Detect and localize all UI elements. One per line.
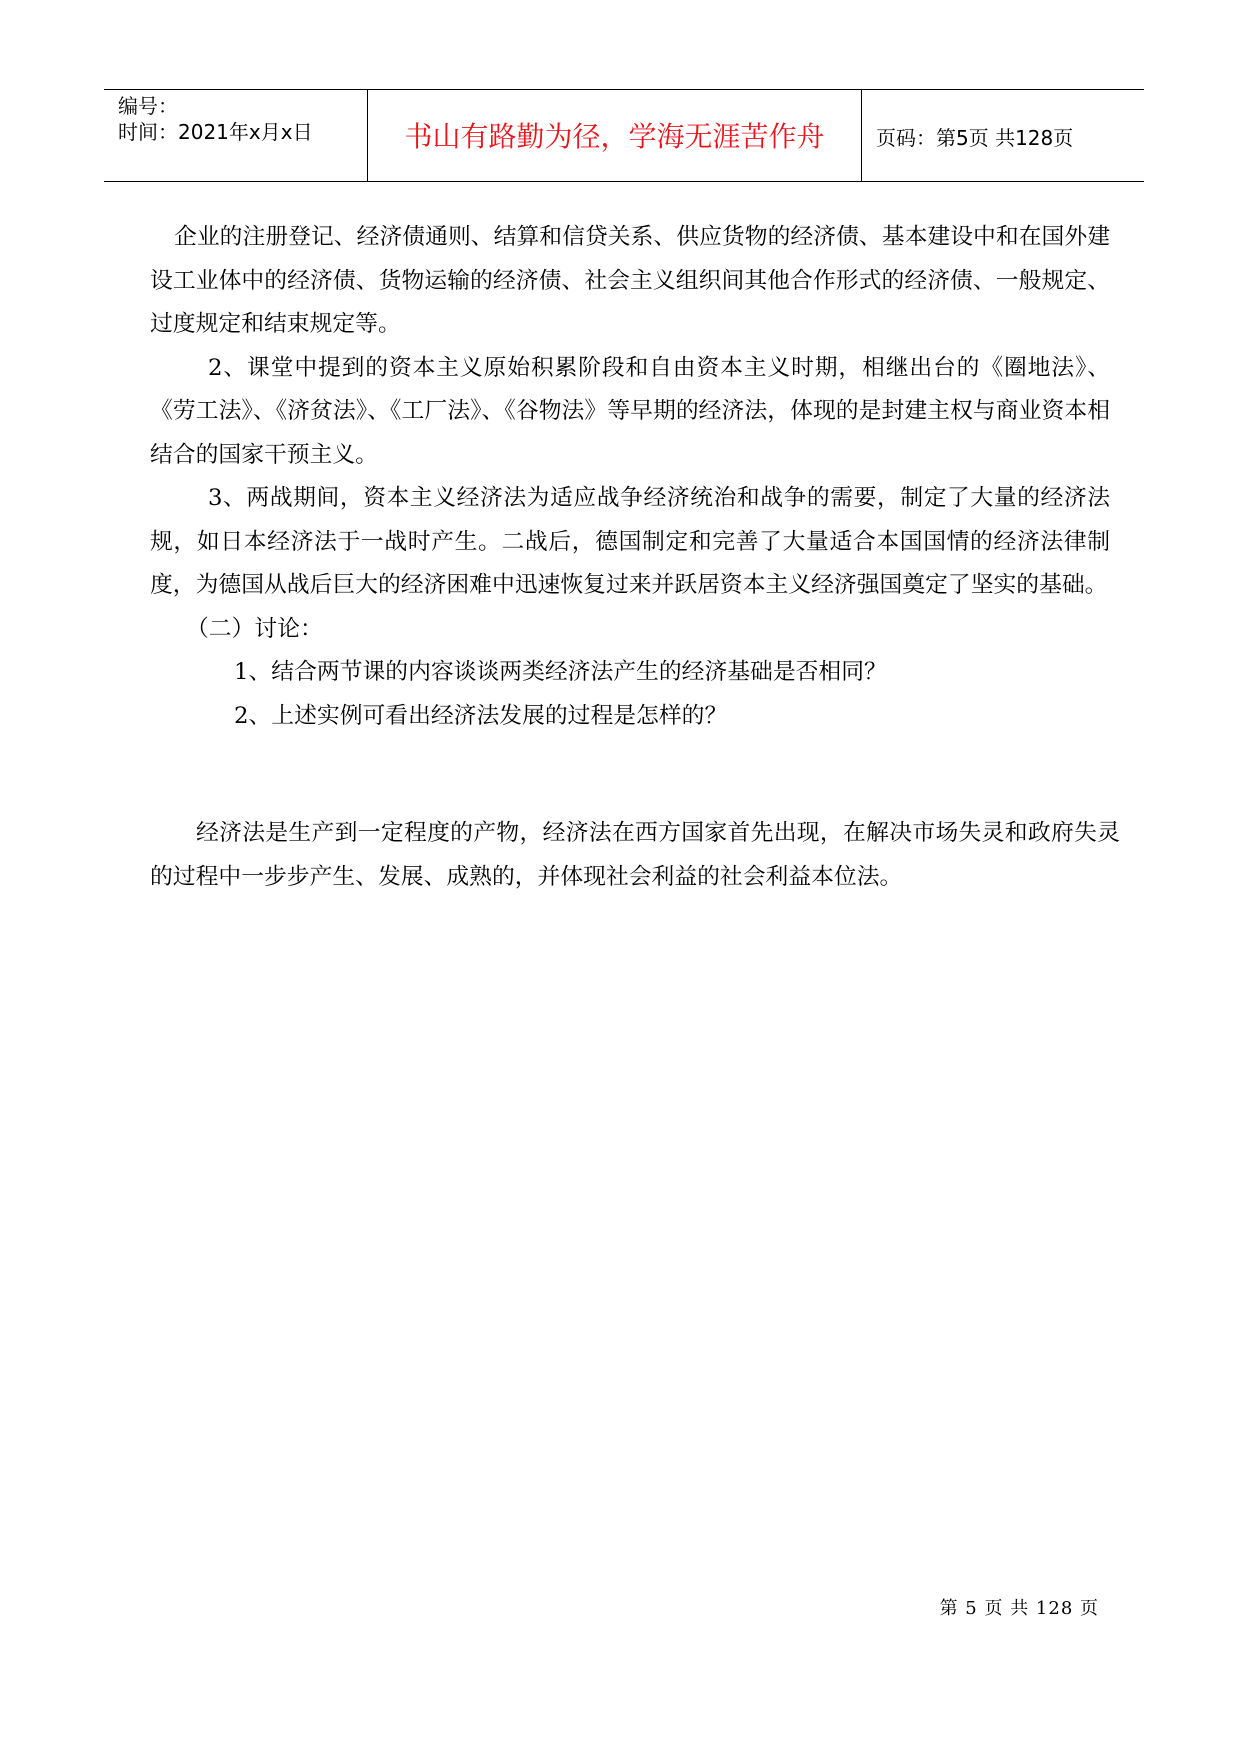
conclusion-paragraph: 经济法是生产到一定程度的产物，经济法在西方国家首先出现，在解决市场失灵和政府失灵的过程中一步步产生、发展、成熟的，并体现社会利益的社会利益本位法。 [150, 820, 1120, 890]
header-motto-cell [368, 90, 862, 181]
paragraph-continued: 企业的注册登记、经济债通则、结算和信贷关系、供应货物的经济债、基本建设中和在国外建设工业体中的经济债、货物运输的经济债、社会主义组织间其他合作形式的经济债、一般规定、过度规定和结束规定等。 [150, 224, 1110, 337]
discussion-question-2: 2、上述实例可看出经济法发展的过程是怎样的？ [234, 702, 728, 729]
header-info-cell [104, 90, 368, 181]
discussion-question-1: 1、结合两节课的内容谈谈两类经济法产生的经济基础是否相同？ [234, 659, 887, 685]
document-code-label: 编号： [118, 94, 178, 118]
header-page-cell [862, 90, 1144, 181]
header-motto: 书山有路勤为径，学海无涯苦作舟 [404, 120, 825, 153]
discussion-heading: （二）讨论： [186, 615, 323, 642]
body-content [150, 216, 1110, 738]
header-table [104, 89, 1144, 182]
conclusion-block [150, 812, 1120, 899]
paragraph-item-2: 2、课堂中提到的资本主义原始积累阶段和自由资本主义时期，相继出台的《圈地法》、《劳工法》、《济贫法》、《工厂法》、《谷物法》等早期的经济法，体现的是封建主权与商业资本相结合的国家干预主义。 [150, 354, 1110, 468]
document-time: 时间：2021年x月x日 [118, 120, 313, 144]
paragraph-item-3: 3、两战期间，资本主义经济法为适应战争经济统治和战争的需要，制定了大量的经济法规，如日本经济法于一战时产生。二战后，德国制定和完善了大量适合本国国情的经济法律制度，为德国从战后巨大的经济困难中迅速恢复过来并跃居资本主义经济强国奠定了坚实的基础。 [150, 485, 1110, 598]
footer-page-number: 第 5 页 共 128 页 [939, 1598, 1099, 1619]
header-page-number: 页码：第5页 共128页 [876, 126, 1074, 150]
